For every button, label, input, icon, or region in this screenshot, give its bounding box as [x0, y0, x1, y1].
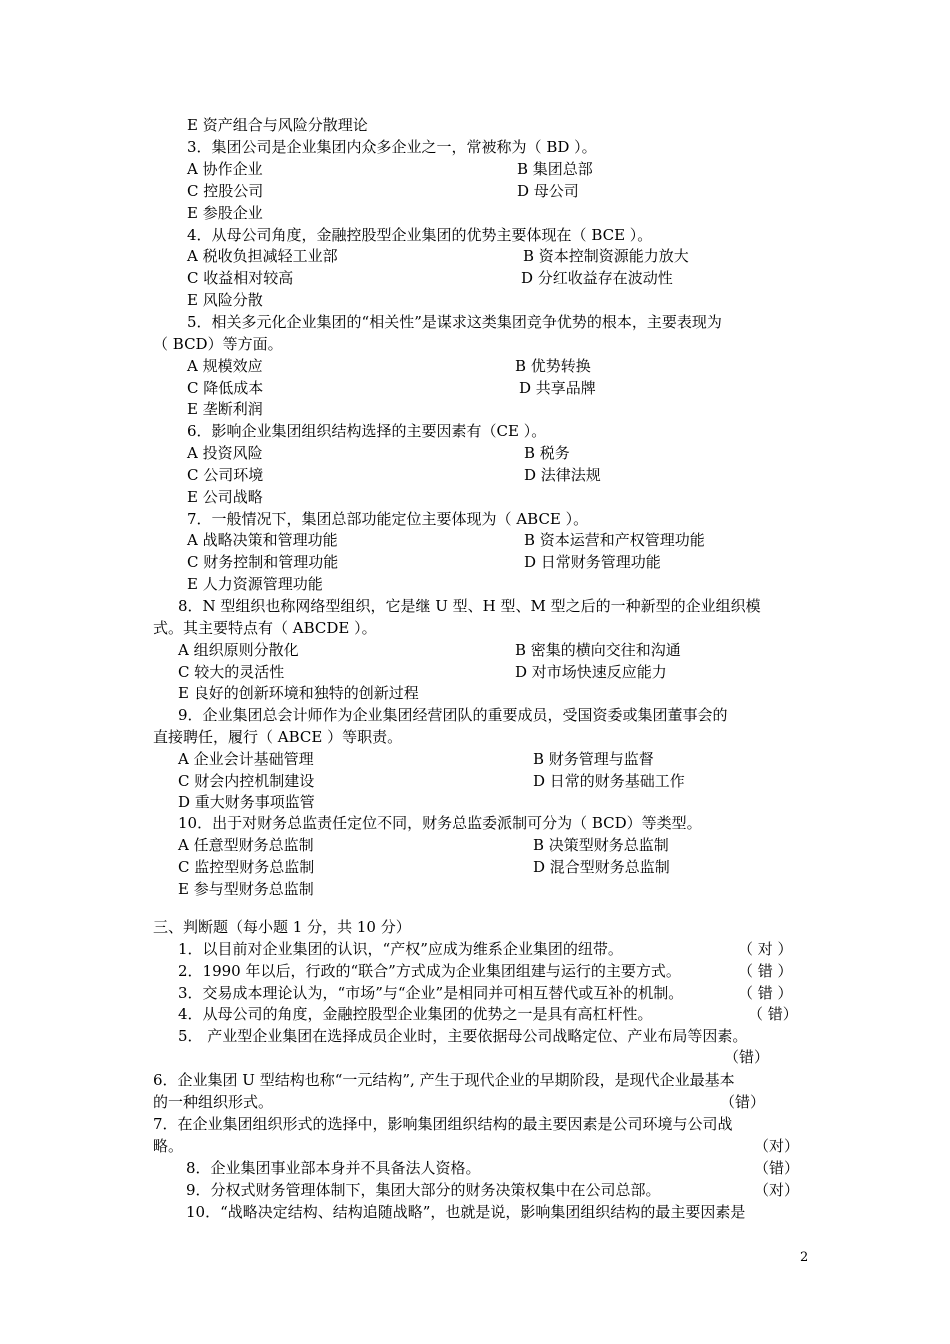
text-line: C 较大的灵活性 — [178, 663, 285, 681]
text-line: A 任意型财务总监制 — [178, 836, 314, 854]
text-line: E 风险分散 — [187, 291, 263, 309]
text-line: 1．以目前对企业集团的认识，“产权”应成为维系企业集团的纽带。 — [178, 940, 623, 958]
text-line: 3．集团公司是企业集团内众多企业之一，常被称为（ BD ）。 — [187, 138, 597, 156]
text-line-right: （ 对 ） — [738, 940, 793, 958]
text-line-right: D 对市场快速反应能力 — [515, 663, 667, 681]
text-line: C 财会内控机制建设 — [178, 772, 315, 790]
text-line-right: （ 错 ） — [738, 984, 793, 1002]
text-line: 4．从母公司的角度，金融控股型企业集团的优势之一是具有高杠杆性。 — [178, 1005, 653, 1023]
text-line: 10．出于对财务总监责任定位不同，财务总监委派制可分为（ BCD）等类型。 — [178, 814, 702, 832]
text-line-right: （ 错 ） — [738, 962, 793, 980]
page-number: 2 — [800, 1250, 809, 1265]
text-line: E 参股企业 — [187, 204, 263, 222]
text-line-right: D 法律法规 — [524, 466, 601, 484]
text-line-right: D 母公司 — [517, 182, 579, 200]
text-line: 8．N 型组织也称网络型组织，它是继 U 型、H 型、M 型之后的一种新型的企业组织模 — [178, 597, 761, 615]
text-line: 7．一般情况下，集团总部功能定位主要体现为（ ABCE ）。 — [187, 510, 589, 528]
text-line: C 收益相对较高 — [187, 269, 294, 287]
text-line: A 规模效应 — [187, 357, 263, 375]
text-line-right: D 日常的财务基础工作 — [533, 772, 685, 790]
text-line: （对） — [754, 1137, 800, 1155]
text-line-right: B 财务管理与监督 — [533, 750, 654, 768]
text-line: （错） — [724, 1048, 770, 1066]
text-line: E 资产组合与风险分散理论 — [187, 116, 368, 134]
text-line: A 组织原则分散化 — [178, 641, 299, 659]
text-line: E 公司战略 — [187, 488, 263, 506]
text-line: E 良好的创新环境和独特的创新过程 — [178, 684, 419, 702]
text-line: 式。其主要特点有（ ABCDE ）。 — [153, 619, 377, 637]
text-line: 9．分权式财务管理体制下，集团大部分的财务决策权集中在公司总部。 — [186, 1181, 661, 1199]
text-line: C 降低成本 — [187, 379, 264, 397]
text-line: E 参与型财务总监制 — [178, 880, 314, 898]
text-line: E 人力资源管理功能 — [187, 575, 323, 593]
text-line-right: B 集团总部 — [517, 160, 593, 178]
text-line: （ BCD）等方面。 — [153, 335, 283, 353]
text-line-right: B 优势转换 — [515, 357, 591, 375]
text-line: 直接聘任，履行（ ABCE ）等职责。 — [153, 728, 403, 746]
text-line: 6．企业集团 U 型结构也称“一元结构”, 产生于现代企业的早期阶段，是现代企业最基本 — [153, 1071, 735, 1089]
text-line-right: B 密集的横向交往和沟通 — [515, 641, 681, 659]
text-line: A 协作企业 — [187, 160, 263, 178]
text-line: 10．“战略决定结构、结构追随战略”，也就是说，影响集团组织结构的最主要因素是 — [186, 1203, 746, 1221]
text-line: 5．相关多元化企业集团的“相关性”是谋求这类集团竞争优势的根本，主要表现为 — [187, 313, 722, 331]
text-line: 的一种组织形式。 — [153, 1093, 274, 1111]
text-line-right: B 资本控制资源能力放大 — [523, 247, 689, 265]
text-line: 2．1990 年以后，行政的“联合”方式成为企业集团组建与运行的主要方式。 — [178, 962, 681, 980]
text-line: 6．影响企业集团组织结构选择的主要因素有（CE ）。 — [187, 422, 547, 440]
text-line: 3．交易成本理论认为，“市场”与“企业”是相同并可相互替代或互补的机制。 — [178, 984, 684, 1002]
text-line: 8．企业集团事业部本身并不具备法人资格。 — [186, 1159, 481, 1177]
text-line-right: （对） — [754, 1181, 800, 1199]
text-line: C 公司环境 — [187, 466, 264, 484]
text-line-right: D 混合型财务总监制 — [533, 858, 670, 876]
text-line-right: D 分红收益存在波动性 — [521, 269, 673, 287]
text-line-right: D 日常财务管理功能 — [524, 553, 661, 571]
text-line: D 重大财务事项监管 — [178, 793, 315, 811]
text-line: A 投资风险 — [187, 444, 263, 462]
text-line: 5． 产业型企业集团在选择成员企业时，主要依据母公司战略定位、产业布局等因素。 — [178, 1027, 748, 1045]
text-line: C 监控型财务总监制 — [178, 858, 315, 876]
text-line: 7．在企业集团组织形式的选择中，影响集团组织结构的最主要因素是公司环境与公司战 — [153, 1115, 733, 1133]
text-line: 9．企业集团总会计师作为企业集团经营团队的重要成员，受国资委或集团董事会的 — [178, 706, 728, 724]
text-line: A 战略决策和管理功能 — [187, 531, 338, 549]
text-line-right: （ 错） — [748, 1005, 798, 1023]
text-line-right: B 决策型财务总监制 — [533, 836, 669, 854]
text-line-right: B 税务 — [524, 444, 570, 462]
text-line: A 税收负担减轻工业部 — [187, 247, 338, 265]
text-line-right: （错） — [754, 1159, 800, 1177]
text-line: E 垄断利润 — [187, 400, 263, 418]
text-line-right: （错） — [720, 1093, 766, 1111]
text-line: 三、判断题（每小题 1 分，共 10 分） — [153, 918, 411, 936]
text-line: C 控股公司 — [187, 182, 264, 200]
text-line: 4．从母公司角度，金融控股型企业集团的优势主要体现在（ BCE ）。 — [187, 226, 653, 244]
text-line: 略。 — [153, 1137, 184, 1155]
text-line-right: B 资本运营和产权管理功能 — [524, 531, 705, 549]
text-line: A 企业会计基础管理 — [178, 750, 314, 768]
text-line-right: D 共享品牌 — [519, 379, 596, 397]
text-line: C 财务控制和管理功能 — [187, 553, 339, 571]
